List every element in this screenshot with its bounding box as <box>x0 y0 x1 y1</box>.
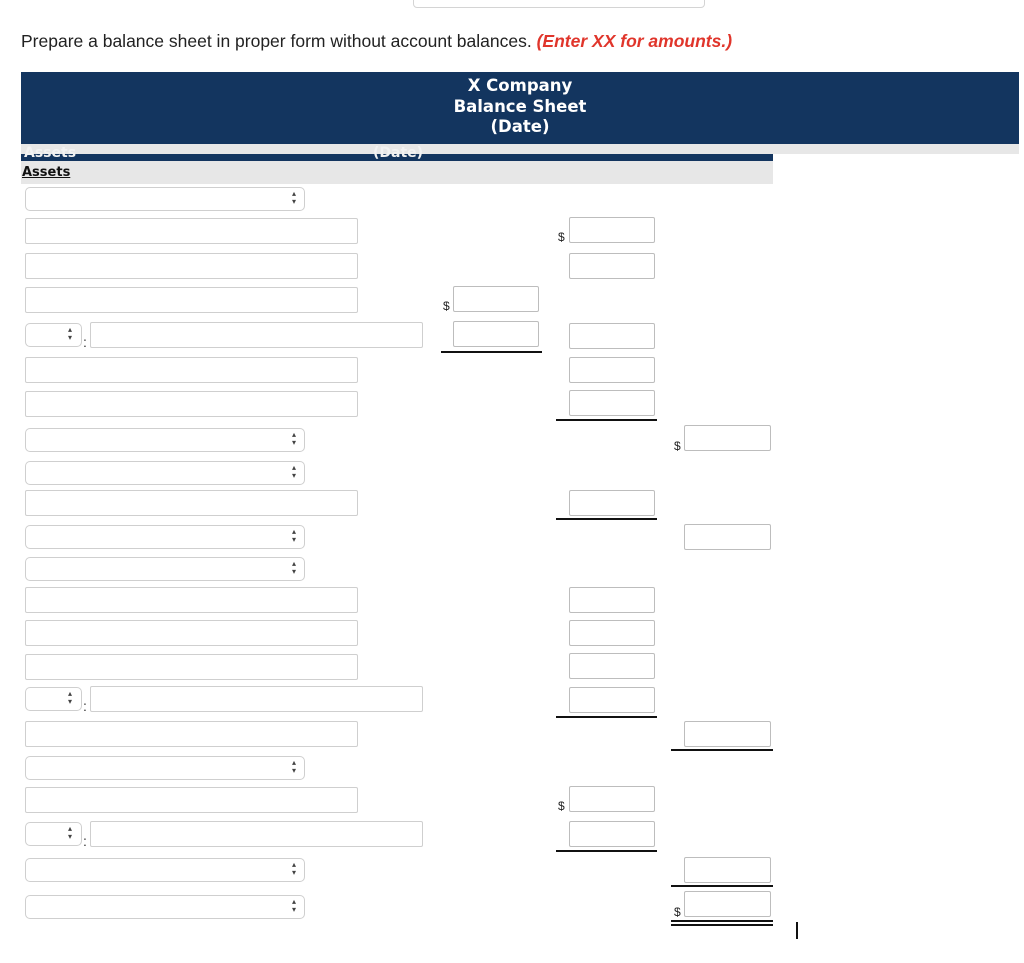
dollar-sign: $ <box>443 299 450 313</box>
account-text-input[interactable] <box>25 490 358 516</box>
amount-input[interactable] <box>569 687 655 713</box>
instruction-main: Prepare a balance sheet in proper form without account balances. <box>21 31 532 51</box>
underline-rule <box>441 351 542 353</box>
underline-rule <box>556 716 657 718</box>
total-assets-select[interactable] <box>25 895 305 919</box>
amount-input[interactable] <box>684 524 771 550</box>
account-text-input[interactable] <box>25 391 358 417</box>
amount-input[interactable] <box>569 786 655 812</box>
amount-input[interactable] <box>569 253 655 279</box>
top-input-box[interactable] <box>413 0 705 8</box>
header-strip <box>21 144 1019 154</box>
ghost-assets-label: Assets <box>24 145 77 161</box>
double-underline-rule <box>671 924 773 926</box>
account-text-input[interactable] <box>25 587 358 613</box>
underline-rule <box>671 749 773 751</box>
amount-input[interactable] <box>684 425 771 451</box>
account-text-input[interactable] <box>25 654 358 680</box>
amount-input[interactable] <box>569 653 655 679</box>
account-select[interactable] <box>25 187 305 211</box>
account-text-input[interactable] <box>25 287 358 313</box>
contra-account-input[interactable] <box>90 322 423 348</box>
contra-account-input[interactable] <box>90 821 423 847</box>
double-underline-rule <box>671 920 773 922</box>
colon-label: : <box>83 833 87 849</box>
ghost-date-label: (Date) <box>373 145 424 161</box>
instruction-text <box>21 31 732 52</box>
amount-input[interactable] <box>569 490 655 516</box>
amount-input[interactable] <box>569 587 655 613</box>
colon-label: : <box>83 334 87 350</box>
assets-heading: Assets <box>22 165 71 180</box>
amount-input[interactable] <box>684 721 771 747</box>
less-select[interactable] <box>25 323 82 347</box>
amount-input[interactable] <box>569 217 655 243</box>
total-amount-input[interactable] <box>684 891 771 917</box>
subtotal-select[interactable] <box>25 858 305 882</box>
underline-rule <box>556 850 657 852</box>
account-select[interactable] <box>25 557 305 581</box>
account-text-input[interactable] <box>25 787 358 813</box>
statement-date: (Date) <box>490 117 550 136</box>
colon-label: : <box>83 698 87 714</box>
overlap-band <box>21 145 773 161</box>
less-select[interactable] <box>25 687 82 711</box>
statement-title: Balance Sheet <box>453 96 587 116</box>
account-text-input[interactable] <box>25 357 358 383</box>
amount-input[interactable] <box>569 357 655 383</box>
less-select[interactable] <box>25 822 82 846</box>
amount-input[interactable] <box>569 323 655 349</box>
text-cursor <box>796 922 798 939</box>
dollar-sign: $ <box>558 230 565 244</box>
account-text-input[interactable] <box>25 253 358 279</box>
account-select[interactable] <box>25 756 305 780</box>
account-text-input[interactable] <box>25 721 358 747</box>
account-text-input[interactable] <box>25 620 358 646</box>
amount-input[interactable] <box>684 857 771 883</box>
account-select[interactable] <box>25 461 305 485</box>
dollar-sign: $ <box>674 905 681 919</box>
dollar-sign: $ <box>558 799 565 813</box>
underline-rule <box>671 885 773 887</box>
assets-band <box>21 161 773 184</box>
amount-input[interactable] <box>569 821 655 847</box>
company-name: X Company <box>467 76 573 95</box>
instruction-hint: (Enter XX for amounts.) <box>536 31 733 51</box>
contra-account-input[interactable] <box>90 686 423 712</box>
subtotal-select[interactable] <box>25 428 305 452</box>
amount-input[interactable] <box>453 286 539 312</box>
underline-rule <box>556 419 657 421</box>
account-text-input[interactable] <box>25 218 358 244</box>
amount-input[interactable] <box>453 321 539 347</box>
subtotal-select[interactable] <box>25 525 305 549</box>
statement-header <box>21 72 1019 144</box>
amount-input[interactable] <box>569 620 655 646</box>
amount-input[interactable] <box>569 390 655 416</box>
underline-rule <box>556 518 657 520</box>
dollar-sign: $ <box>674 439 681 453</box>
